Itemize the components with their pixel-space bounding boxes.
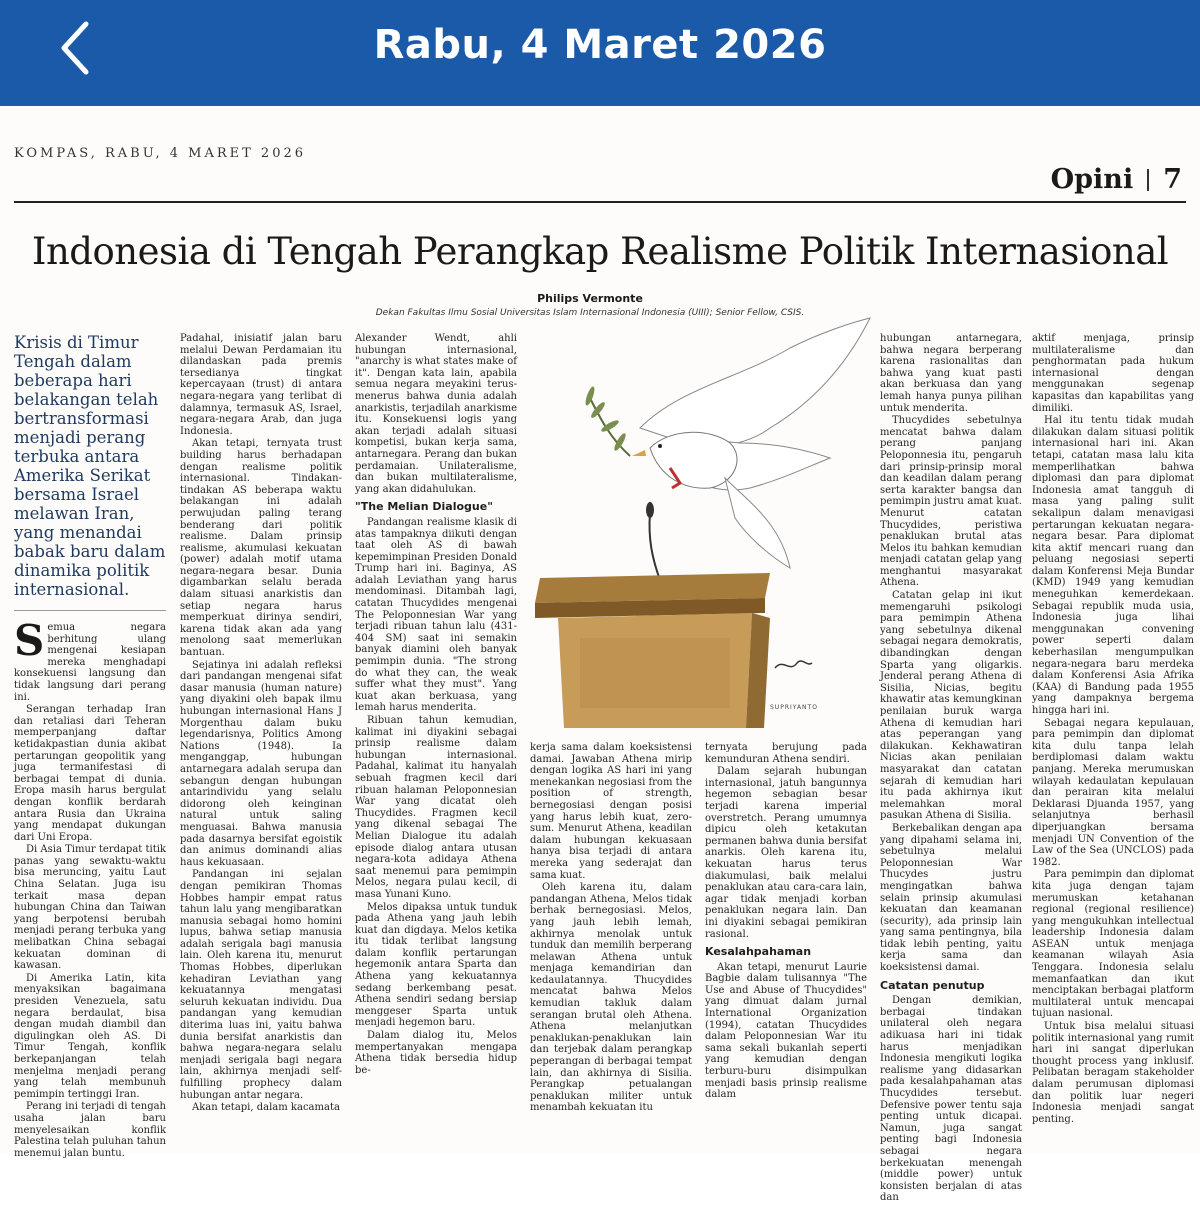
paragraph: Catatan gelap ini ikut memengaruhi psikologi para pemimpin Athena yang sebetulnya dikenal sebagai negara demokratis, dibandingkan dengan Sparta yang oligarkis. Jenderal perang Athena di Sisilia, Nicias, begitu khawatir atas kemungkinan penilaian buruk warga Athena di kemudian hari atas peperangan yang dilakukan. Kekhawatiran Nicias akan penilaian masyarakat dan catatan sejarah di kemudian hari itu pada akhirnya ikut melemahkan moral pasukan Athena di Sisilia. — [880, 590, 1022, 822]
subheading-kesalahpahaman: Kesalahpahaman — [705, 945, 812, 959]
paragraph: Berkebalikan dengan apa yang dipahami selama ini, sebetulnya melalui Peloponnesian War Thucydes justru mengingatkan bahwa selain prinsip akumulasi kekuatan dan keamanan (security), ada prinsip lain yang sama pentingnya, bila tidak lebih penting, yaitu kerja sama dan koeksistensi damai. — [880, 822, 1022, 974]
paragraph: Akan tetapi, ternyata trust building harus berhadapan dengan realisme politik internasional. Tindakan-tindakan AS beberapa waktu belakangan ini adalah perwujudan paling terang benderang dari politik realisme. Dalam prinsip realisme, akumulasi kekuatan (power) adalah motif utama negara-negara besar. Dunia digambarkan selalu berada dalam situasi anarkistis dan setiap negara harus memperkuat dirinya sendiri, karena tidak akan ada yang menolong saat memerlukan bantuan. — [180, 438, 342, 659]
paragraph: Di Amerika Latin, kita menyaksikan bagaimana presiden Venezuela, satu negara berdaulat, bisa dengan mudah diambil dan digulingkan oleh AS. Di Timur Tengah, konflik berkepanjangan telah menjelma menjadi perang yang telah membunuh pemimpin tertinggi Iran. — [14, 972, 166, 1100]
paragraph: Serangan terhadap Iran dan retaliasi dari Teheran memperpanjang daftar ketidakpastian dunia akibat pertarungan geopolitik yang juga termanifestasi di berbagai tempat di dunia. Eropa masih harus bergulat dengan konflik berdarah antara Rusia dan Ukraina yang mendapat dukungan dari Uni Eropa. — [14, 704, 166, 843]
paragraph: Pandangan realisme klasik di atas tampaknya diikuti dengan taat oleh AS di bawah kepemimpinan Presiden Donald Trump hari ini. Baginya, AS adalah Leviathan yang harus mendominasi. Ditambah lagi, catatan Thucydides mengenai The Peloponnesian War yang terjadi ribuan tahun lalu (431-404 SM) saat ini semakin banyak diamini oleh banyak pemimpin dunia. "The strong do what they can, the weak suffer what they must". Yang kuat akan berkuasa, yang lemah harus menderita. — [355, 516, 517, 714]
section-label — [1051, 164, 1182, 195]
byline — [360, 292, 820, 318]
paragraph: Thucydides sebetulnya mencatat bahwa dalam perang panjang Peloponnesia itu, pengaruh dari prinsip-prinsip moral dan keadilan dalam perang serta karakter bangsa dan pemimpin justru amat kuat. Menurut catatan Thucydides, peristiwa penaklukan brutal atas Melos itu bahkan kemudian menjadi catatan gelap yang menghantui masyarakat Athena. — [880, 415, 1022, 589]
app-bar — [0, 0, 1200, 106]
subheading-penutup: Catatan penutup — [880, 978, 985, 992]
section-divider — [1147, 169, 1149, 191]
drop-cap: S — [14, 616, 45, 665]
masthead: KOMPAS, RABU, 4 MARET 2026 — [14, 146, 307, 161]
paragraph: Dengan demikian, berbagai tindakan unilateral oleh negara adikuasa hari ini tidak harus menjadikan Indonesia mengikuti logika realisme yang didasarkan pada kesalahpahaman atas Thucydides tersebut. Defensive power tentu saja penting untuk dicapai. Namun, juga sangat penting bagi Indonesia sebagai negara berkekuatan menengah (middle power) untuk konsisten berjalan di atas dan — [880, 995, 1022, 1204]
paragraph: Padahal, inisiatif jalan baru melalui Dewan Perdamaian itu dilandaskan pada premis tersedianya tingkat kepercayaan (trust) di antara negara-negara yang terlibat di dalamnya, termasuk AS, Israel, negara-negara Arab, dan juga Indonesia. — [180, 333, 342, 437]
paragraph: emua negara berhitung ulang mengenai kesiapan mereka menghadapi konsekuensi langsung dan tidak langsung dari perang ini. — [14, 622, 166, 703]
section-name: Opini — [1050, 164, 1134, 195]
paragraph: hubungan antarnegara, bahwa negara berperang karena rasionalitas dan bahwa yang kuat pasti akan berkuasa dan yang lemah hanya punya pilihan untuk menderita. — [880, 333, 1022, 414]
paragraph: Sebagai negara kepulauan, para pemimpin dan diplomat kita dulu tanpa lelah berdiplomasi dalam waktu panjang. Mereka merumuskan wilayah kedaulatan kepulauan dan perairan kita melalui Deklarasi Djuanda 1957, yang selanjutnya berhasil diperjuangkan bersama menjadi UN Convention of the Law of the Sea (UNCLOS) pada 1982. — [1032, 717, 1194, 868]
paragraph: aktif menjaga, prinsip multilateralisme dan penghormatan pada hukum internasional dengan menggunakan segenap kapasitas dan kapabilitas yang dimiliki. — [1032, 333, 1194, 414]
dove-icon — [584, 318, 870, 568]
column-3 — [355, 333, 517, 1077]
column-7 — [1032, 333, 1194, 1126]
lede: Krisis di Timur Tengah dalam beberapa hari belakangan telah bertransformasi menjadi perang terbuka antara Amerika Serikat bersama Israel melawan Iran, yang menandai babak baru dalam dinamika politik internasional. — [14, 333, 166, 599]
paragraph: Akan tetapi, menurut Laurie Bagbie dalam tulisannya "The Use and Abuse of Thucydides" yang dimuat dalam jurnal International Organization (1994), catatan Thucydides dalam Peloponnesian War itu sama sekali bukanlah seperti yang kemudian dengan terburu-buru disimpulkan menjadi basis prinsip realisme dalam — [705, 961, 867, 1101]
paragraph: Di Asia Timur terdapat titik panas yang sewaktu-waktu bisa meruncing, yaitu Laut China Selatan. Juga isu terkait masa depan hubungan China dan Taiwan yang berpotensi berubah menjadi perang terbuka yang melibatkan China sebagai kekuatan dominan di kawasan. — [14, 844, 166, 972]
masthead-rule — [14, 201, 1186, 203]
paragraph: Ribuan tahun kemudian, kalimat ini diyakini sebagai prinsip realisme dalam hubungan internasional. Padahal, kalimat itu hanyalah sebuah fragmen kecil dari ribuan halaman Peloponnesian War yang dicatat oleh Thucydides. Fragmen kecil yang dikenal sebagai The Melian Dialogue itu adalah episode dialog antara utusan negara-kota adidaya Athena saat menemui para pemimpin Melos, negara pulau kecil, di masa Yunani Kuno. — [355, 715, 517, 900]
paragraph: Dalam sejarah hubungan internasional, jatuh bangunnya hegemon sebagian besar terjadi karena imperial overstretch. Perang umumnya dipicu oleh ketakutan permanen bahwa dunia bersifat anarkis. Oleh karena itu, kekuatan harus terus diakumulasi, baik melalui penaklukan atau cara-cara lain, agar tidak menjadi korban penaklukan negara lain. Dan ini diyakini sebagai pemikiran rasional. — [705, 766, 867, 940]
paragraph: Akan tetapi, dalam kacamata — [192, 1102, 340, 1114]
illustration-podium-dove — [520, 318, 880, 733]
headline: Indonesia di Tengah Perangkap Realisme Politik Internasional — [31, 230, 1169, 273]
subheading-melian: "The Melian Dialogue" — [355, 500, 493, 514]
paragraph: Dalam dialog itu, Melos mempertanyakan mengapa Athena tidak bersedia hidup be- — [355, 1030, 517, 1076]
paragraph: ternyata berujung pada kemunduran Athena sendiri. — [705, 742, 867, 765]
paragraph: Oleh karena itu, dalam pandangan Athena, Melos tidak berhak bernegosiasi. Melos, yang jauh lebih lemah, akhirnya menolak untuk tunduk dan memilih berperang melawan Athena untuk menjaga kemandirian dan kedaulatannya. Thucydides mencatat bahwa Melos kemudian takluk dalam serangan brutal oleh Athena. Athena melanjutkan penaklukan-penaklukan lain dan terjebak dalam perangkap peperangan di berbagai tempat lain, dan akhirnya di Sisilia. Perangkap petualangan penaklukan militer untuk menambah kekuatan itu — [530, 882, 692, 1114]
lede-rule — [14, 610, 166, 611]
paragraph: Hal itu tentu tidak mudah dilakukan dalam situasi politik internasional hari ini. Akan tetapi, catatan masa lalu kita memperlihatkan bahwa diplomasi dan para diplomat Indonesia amat tangguh di masa yang paling sulit sekalipun dalam menavigasi pertarungan kekuatan negara-negara besar. Para diplomat kita aktif mencari ruang dan peluang negosiasi seperti dalam Konferensi Meja Bundar (KMD) 1949 yang kemudian meneguhkan kemerdekaan. Sebagai republik muda usia, Indonesia juga lihai menggunakan convening power seperti dalam keberhasilan mengumpulkan negara-negara baru merdeka dalam Konferensi Asia Afrika (KAA) di Bandung pada 1955 yang dampaknya bergema hingga hari ini. — [1032, 415, 1194, 716]
column-1 — [14, 616, 166, 1160]
author-name: Philips Vermonte — [537, 292, 643, 305]
paragraph: Para pemimpin dan diplomat kita juga dengan tajam merumuskan ketahanan regional (regional resilience) yang mengukuhkan intellectual leadership Indonesia dalam ASEAN untuk menjaga keamanan wilayah Asia Tenggara. Indonesia selalu memanfaatkan dan ikut menciptakan berbagai platform multilateral untuk mencapai tujuan nasional. — [1032, 869, 1194, 1020]
paragraph: Perang ini terjadi di tengah usaha jalan baru menyelesaikan konflik Palestina telah puluhan tahun menemui jalan buntu. — [14, 1101, 166, 1159]
column-5 — [705, 742, 867, 1102]
newspaper-page — [0, 106, 1200, 1204]
column-6 — [880, 333, 1022, 1205]
paragraph: Melos dipaksa untuk tunduk pada Athena yang jauh lebih kuat dan digdaya. Melos ketika itu tidak terlibat langsung dalam konflik pertarungan hegemonik antara Sparta dan Athena yang kekuatannya sedang berkembang pesat. Athena sendiri sedang bersiap menggeser Sparta untuk menjadi hegemon baru. — [355, 901, 517, 1029]
paragraph: Alexander Wendt, ahli hubungan internasional, "anarchy is what states make of it". Dengan kata lain, apabila semua negara meyakini terus-menerus bahwa dunia adalah anarkistis, terjadilah anarkisme itu. Konsekuensi logis yang akan terjadi adalah situasi kompetisi, bukan kerja sama, antarnegara. Perang dan bukan perdamaian. Unilateralisme, dan bukan multilateralisme, yang akan didahulukan. — [355, 333, 517, 495]
column-4 — [530, 742, 692, 1115]
page-number: 7 — [1163, 164, 1182, 195]
paragraph: Pandangan ini sejalan dengan pemikiran Thomas Hobbes hampir empat ratus tahun lalu yang mengibaratkan manusia sebagai homo homini lupus, bahwa setiap manusia adalah serigala bagi manusia lain. Oleh karena itu, menurut Thomas Hobbes, diperlukan kehadiran Leviathan yang kekuatannya mengatasi seluruh kekuatan individu. Dua pandangan yang kemudian diterima luas ini, yaitu bahwa dunia bersifat anarkistis dan bahwa negara-negara selalu menjadi serigala bagi negara lain, akhirnya menjadi self-fulfilling prophecy dalam hubungan antar negara. — [180, 869, 342, 1101]
paragraph: kerja sama dalam koeksistensi damai. Jawaban Athena mirip dengan logika AS hari ini yang menekankan negosiasi from the position of strength, bernegosiasi dengan posisi yang harus lebih kuat, zero-sum. Menurut Athena, keadilan dalam hubungan kekuasaan hanya bisa terjadi di antara mereka yang sederajat dan sama kuat. — [530, 742, 692, 881]
author-role: Dekan Fakultas Ilmu Sosial Universitas Islam Internasional Indonesia (UIII); Senior Fellow, CSIS. — [375, 308, 805, 318]
paragraph: Sejatinya ini adalah refleksi dari pandangan mengenai sifat dasar manusia (human nature) yang diyakini oleh bapak ilmu hubungan internasional Hans J Morgenthau dalam buku legendarisnya, Politics Among Nations (1948). Ia menganggap, hubungan antarnegara adalah serupa dan sebangun dengan hubungan antarindividu yang selalu didorong oleh keinginan natural untuk saling menguasai. Bahwa manusia pada dasarnya bersifat egoistik dan animus dominandi alias haus kekuasaan. — [180, 659, 342, 868]
paragraph: Untuk bisa melalui situasi politik internasional yang rumit hari ini sangat diperlukan thought process yang inklusif. Pelibatan beragam stakeholder dalam perumusan diplomasi dan politik luar negeri Indonesia menjadi sangat penting. — [1032, 1021, 1194, 1125]
app-title: Rabu, 4 Maret 2026 — [373, 22, 827, 68]
column-2 — [180, 333, 342, 1115]
illustration-credit: SUPRIYANTO — [770, 704, 818, 711]
